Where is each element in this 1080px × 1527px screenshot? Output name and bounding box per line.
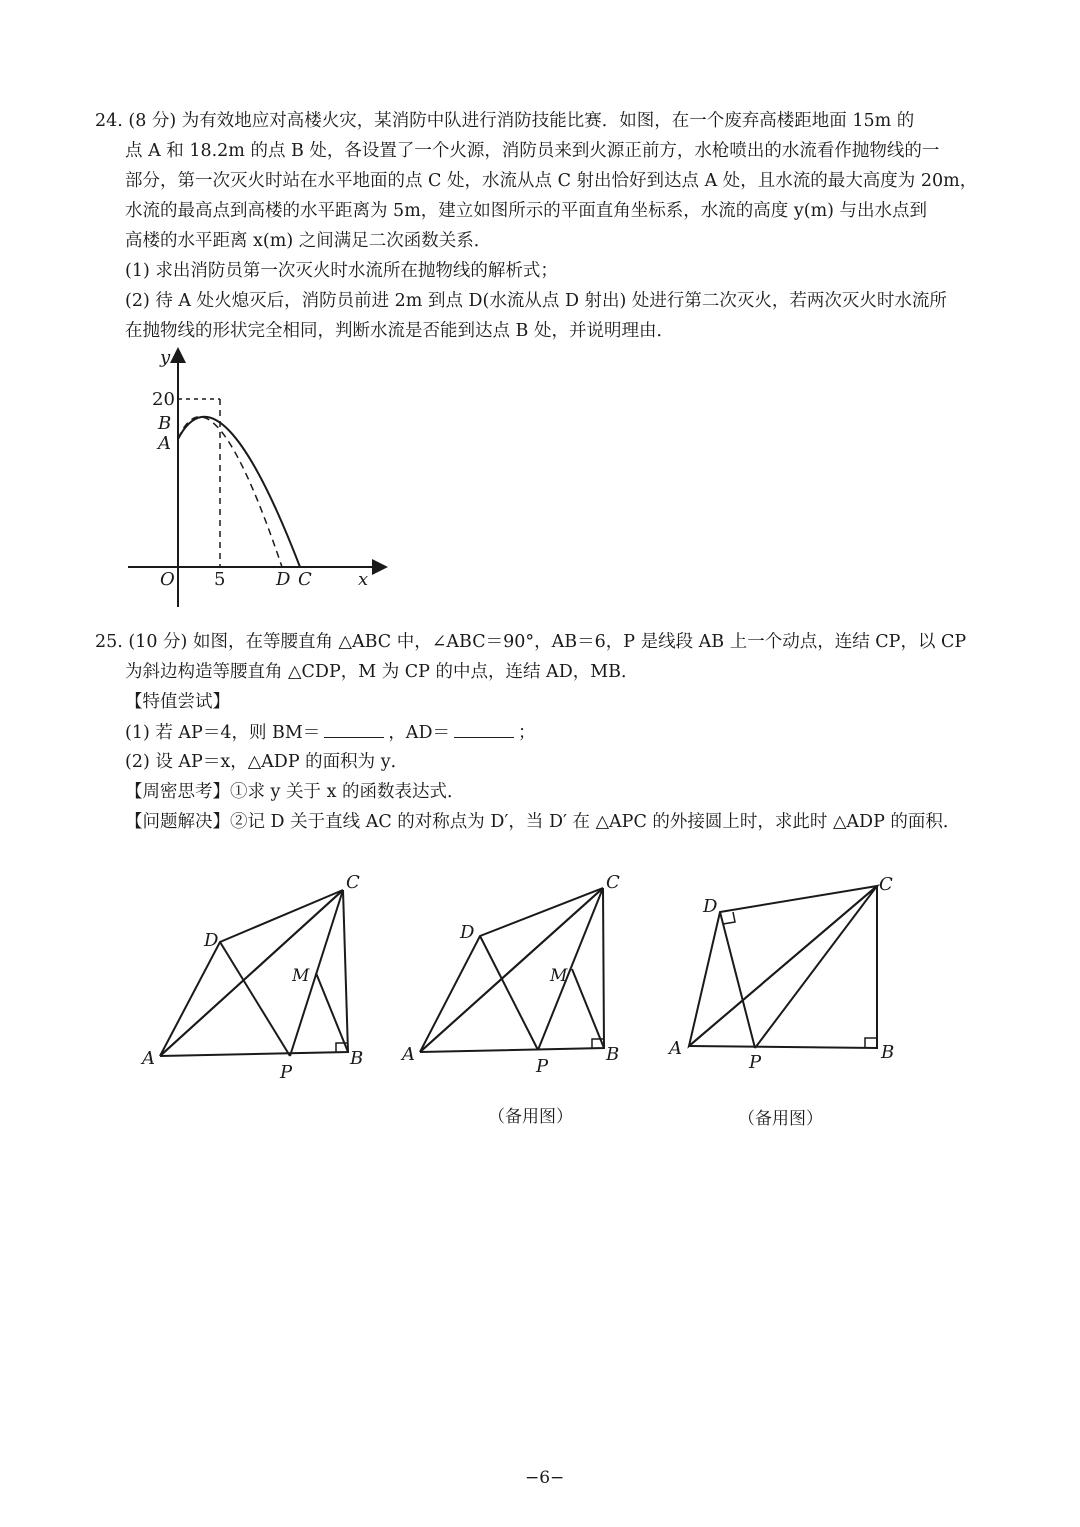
q25-item-1-part-c: ； [517,723,536,743]
second-parabola [178,417,282,567]
q24-line-3: 部分，第一次灭火时站在水平地面的点 C 处，水流从点 C 射出恰好到达点 A 处，且水流的最大高度为 20m， [125,171,978,191]
q25-figure-main [140,868,380,1088]
q25-item-1 [125,721,535,744]
tick-5: 5 [214,569,226,590]
fig3-label-C: C [879,874,893,895]
origin-label: O [160,569,175,590]
q24-part-2-cont: 在抛物线的形状完全相同，判断水流是否能到达点 B 处，并说明理由． [125,321,674,341]
point-A-label: A [158,433,171,454]
fig2-label-D: D [460,922,475,943]
fig2-label-P: P [536,1056,549,1077]
fig1-label-P: P [280,1062,293,1083]
fig1-label-M: M [292,966,310,986]
first-parabola [178,417,300,567]
point-B-label: B [158,413,172,434]
fig2-label-M: M [550,966,568,986]
caption-backup-1: （备用图） [488,1107,573,1127]
fig2-label-A: A [402,1044,415,1065]
fig1-label-D: D [204,930,219,951]
y-axis-label: y [160,347,171,368]
fig3-label-P: P [749,1052,762,1073]
bm-answer-blank[interactable] [324,721,384,738]
q25-item-1-part-a: (1) 若 AP＝4，则 BM＝ [125,723,321,743]
page-number: −6− [525,1468,565,1488]
q25-figure-backup-2 [665,868,905,1088]
x-axis-label: x [358,569,369,590]
q25-trial-heading: 【特值尝试】 [125,692,230,712]
fig2-label-C: C [606,872,620,893]
fig3-label-A: A [669,1038,682,1059]
q24-line-5: 高楼的水平距离 x(m) 之间满足二次函数关系． [125,231,492,251]
q25-figure-backup-1 [398,868,638,1088]
fig3-label-B: B [881,1042,895,1063]
fig1-label-B: B [350,1048,364,1069]
fig1-label-A: A [142,1048,155,1069]
ad-answer-blank[interactable] [454,721,514,738]
q25-line-1: 25. (10 分) 如图，在等腰直角 △ABC 中，∠ABC＝90°，AB＝6，P 是线段 AB 上一个动点，连结 CP，以 CP [95,632,967,652]
q24-part-1: (1) 求出消防员第一次灭火时水流所在抛物线的解析式； [125,261,558,281]
q24-line-2: 点 A 和 18.2m 的点 B 处，各设置了一个火源，消防员来到火源正前方，水枪喷出的水流看作抛物线的一 [125,141,940,161]
q25-item-2: (2) 设 AP＝x，△ADP 的面积为 y． [125,752,409,772]
q25-solve: 【问题解决】②记 D 关于直线 AC 的对称点为 D′，当 D′ 在 △APC 的外接圆上时，求此时 △ADP 的面积． [125,812,961,832]
q24-line-4: 水流的最高点到高楼的水平距离为 5m，建立如图所示的平面直角坐标系，水流的高度 y(m) 与出水点到 [125,201,928,221]
caption-backup-2: （备用图） [738,1109,823,1129]
q24-line-1: 24. (8 分) 为有效地应对高楼火灾，某消防中队进行消防技能比赛．如图，在一个废弃高楼距地面 15m 的 [95,111,915,131]
q24-parabola-graph [120,345,420,615]
fig2-label-B: B [606,1044,620,1065]
q25-line-2: 为斜边构造等腰直角 △CDP，M 为 CP 的中点，连结 AD，MB． [125,662,639,682]
q24-part-2: (2) 待 A 处火熄灭后，消防员前进 2m 到点 D(水流从点 D 射出) 处进行第二次灭火，若两次灭火时水流所 [125,291,947,311]
fig3-label-D: D [703,896,718,917]
point-D-label: D [276,569,291,590]
fig1-label-C: C [346,872,360,893]
point-C-label: C [298,569,312,590]
q25-think: 【周密思考】①求 y 关于 x 的函数表达式． [125,782,465,802]
tick-20: 20 [152,389,175,410]
q25-item-1-part-b: ，AD＝ [388,723,450,743]
